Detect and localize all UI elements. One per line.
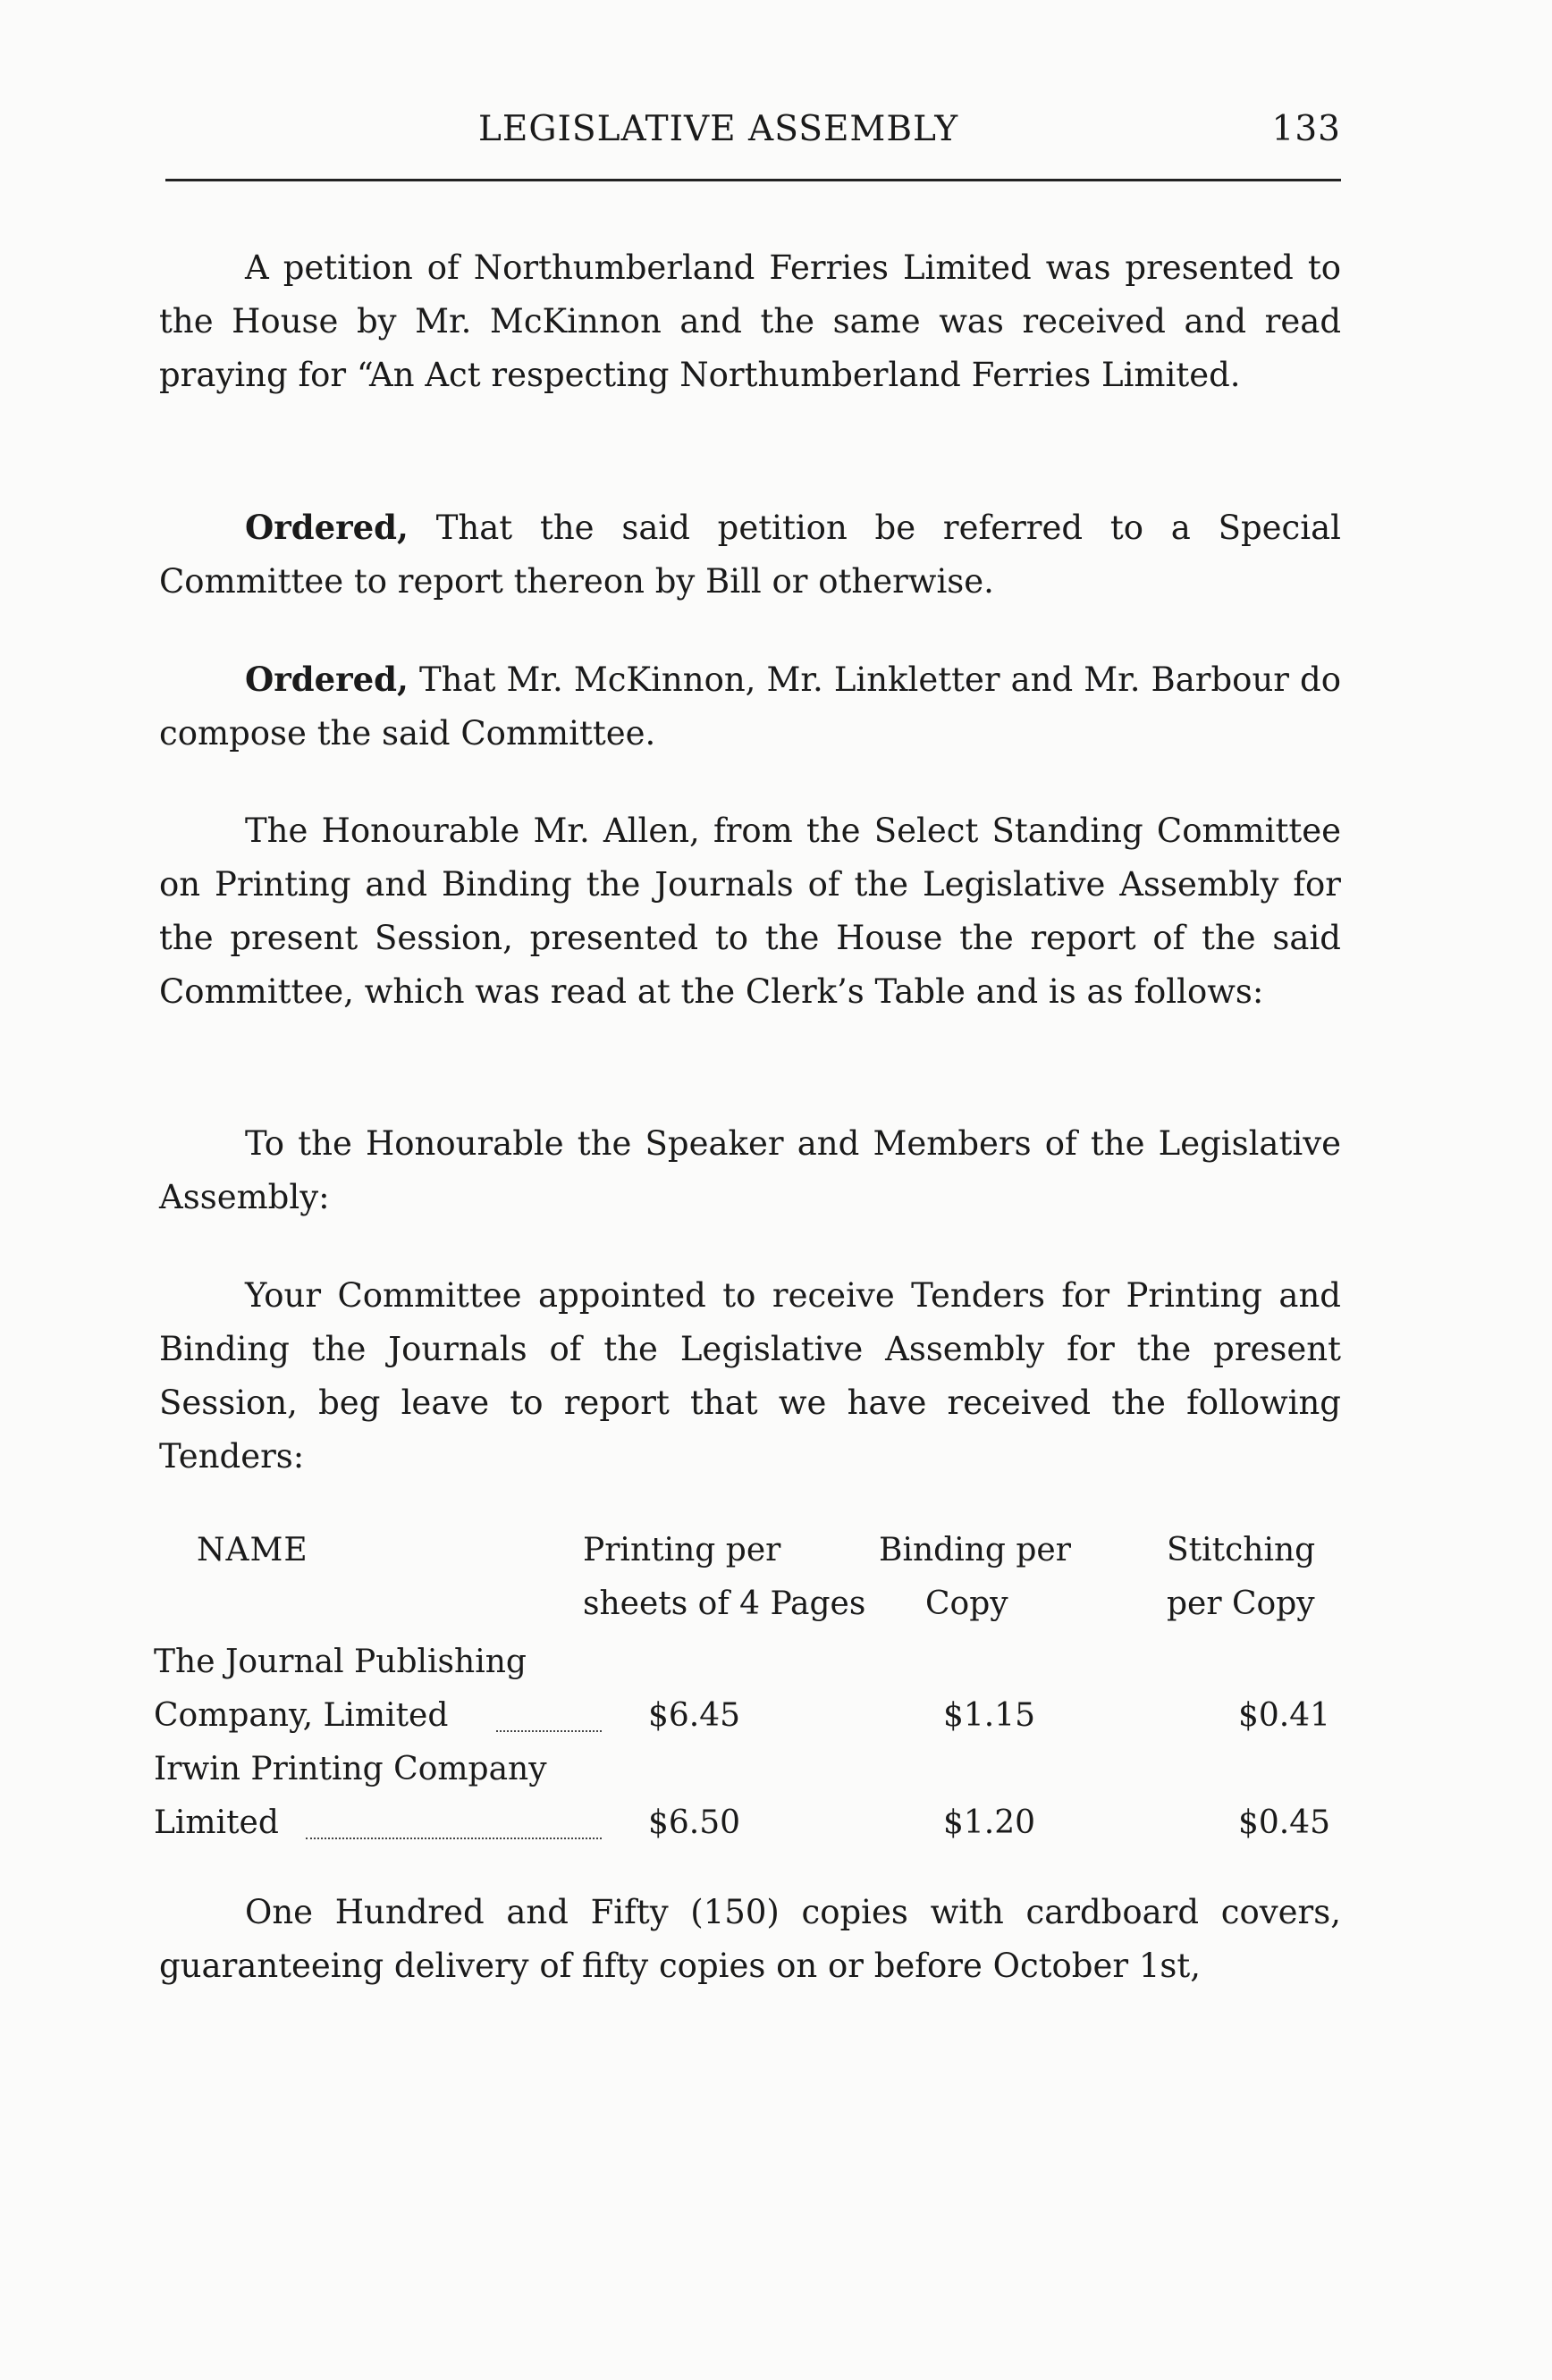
column-header-printing: sheets of 4 Pages <box>583 1585 866 1622</box>
tender-name: Limited <box>154 1804 279 1841</box>
column-header-binding: Copy <box>925 1585 1008 1622</box>
paragraph-tenders-intro: Your Committee appointed to receive Tenders for Printing and Binding the Journals of the Legislative Assembly for the present Session, beg leave to report that we have received the following Tenders: <box>159 1276 1341 1476</box>
ordered-referral-text: That the said petition be referred to a Special Committee to report thereon by Bill or otherwise. <box>159 509 1341 601</box>
tender-name: Company, Limited <box>154 1697 449 1734</box>
ordered-lead: Ordered, <box>245 660 409 699</box>
paragraph-ordered-referral <box>159 500 1341 609</box>
header-rule <box>165 179 1341 181</box>
column-header-stitching: per Copy <box>1167 1585 1315 1622</box>
column-header-name: NAME <box>197 1532 308 1568</box>
tender-stitching-price: $0.45 <box>1238 1804 1331 1841</box>
tender-printing-price: $6.45 <box>648 1697 741 1734</box>
ordered-committee-text: That Mr. McKinnon, Mr. Linkletter and Mr. Barbour do compose the said Committee. <box>159 660 1341 753</box>
paragraph-copies-terms: One Hundred and Fifty (150) copies with cardboard covers, guaranteeing delivery of fifty copies on or before October 1st, <box>159 1893 1341 1985</box>
column-header-printing: Printing per <box>583 1532 781 1568</box>
header-title: LEGISLATIVE ASSEMBLY <box>478 109 959 149</box>
paragraph-address: To the Honourable the Speaker and Members of the Legislative Assembly: <box>159 1124 1341 1216</box>
paragraph-petition: A petition of Northumberland Ferries Limited was presented to the House by Mr. McKinnon and the same was received and read praying for “An Act respecting Northumberland Ferries Limited. <box>159 248 1341 394</box>
paragraph-ordered-committee <box>159 652 1341 761</box>
tender-binding-price: $1.20 <box>943 1804 1036 1841</box>
dot-leader <box>306 1838 602 1839</box>
tender-stitching-price: $0.41 <box>1238 1697 1331 1734</box>
page-number: 133 <box>1271 109 1341 149</box>
tender-binding-price: $1.15 <box>943 1697 1036 1734</box>
running-header <box>165 109 1341 163</box>
column-header-stitching: Stitching <box>1167 1532 1316 1568</box>
tender-name: The Journal Publishing <box>154 1644 527 1680</box>
column-header-binding: Binding per <box>879 1532 1071 1568</box>
dot-leader <box>496 1730 602 1732</box>
tender-printing-price: $6.50 <box>648 1804 741 1841</box>
ordered-lead: Ordered, <box>245 508 409 547</box>
paragraph-committee-report: The Honourable Mr. Allen, from the Select Standing Committee on Printing and Binding the Journals of the Legislative Assembly for the present Session, presented to the House the report of the said Committee, which was read at the Clerk’s Table and is as follows: <box>159 812 1341 1011</box>
tender-name: Irwin Printing Company <box>154 1751 547 1787</box>
